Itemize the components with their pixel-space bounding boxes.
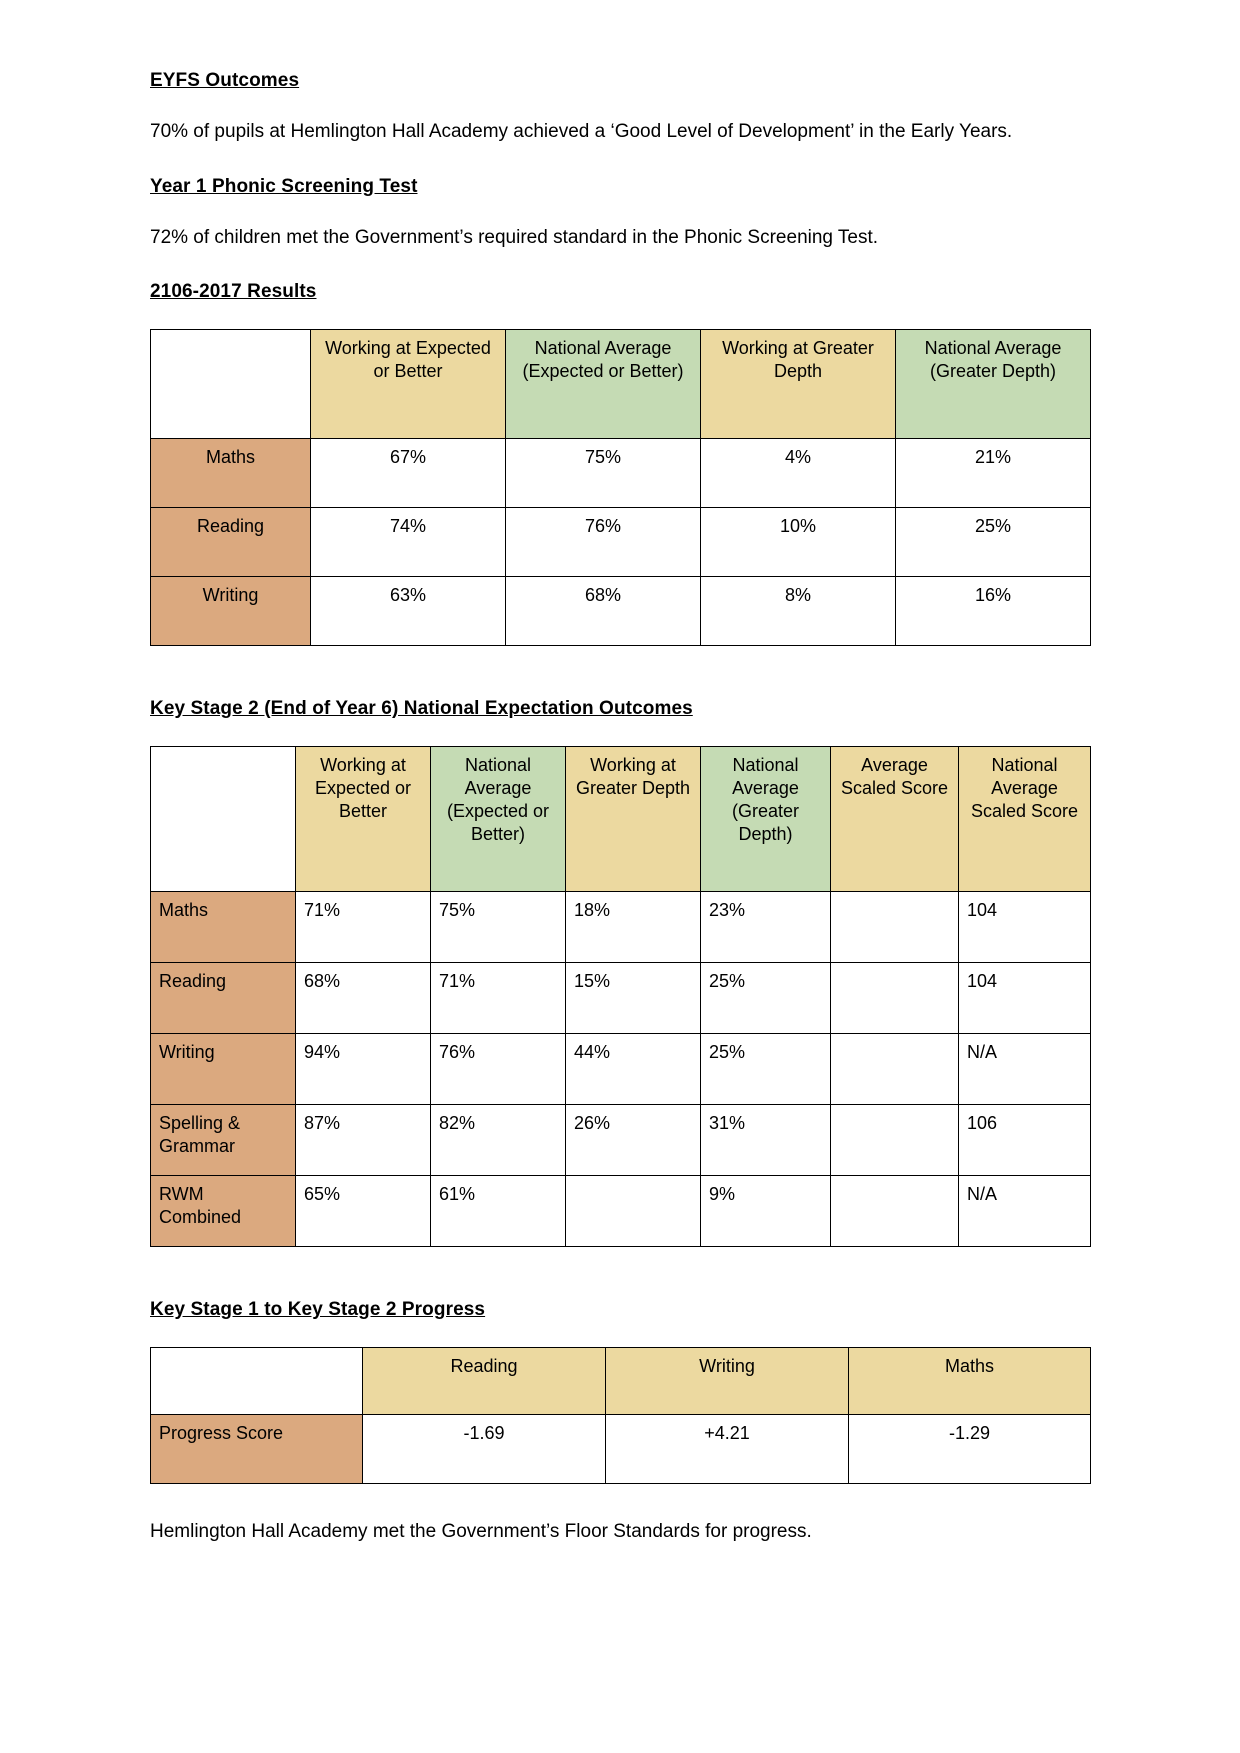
row-label-writing: Writing bbox=[151, 1034, 296, 1105]
cell-value: 71% bbox=[296, 892, 431, 963]
table-row bbox=[151, 1034, 1091, 1105]
cell-value: 15% bbox=[566, 963, 701, 1034]
cell-value: 63% bbox=[311, 577, 506, 646]
paragraph-phonic-screening: 72% of children met the Government’s required standard in the Phonic Screening Test. bbox=[150, 226, 879, 248]
cell-value: 94% bbox=[296, 1034, 431, 1105]
column-header-working-greater-depth: Working at Greater Depth bbox=[566, 747, 701, 892]
cell-value: 104 bbox=[959, 892, 1091, 963]
cell-value: -1.29 bbox=[849, 1415, 1091, 1484]
column-header-working-expected: Working at Expected or Better bbox=[296, 747, 431, 892]
table-row bbox=[151, 577, 1091, 646]
cell-value bbox=[831, 892, 959, 963]
paragraph-eyfs-outcomes: 70% of pupils at Hemlington Hall Academy achieved a ‘Good Level of Development’ in the Early Years. bbox=[150, 121, 1013, 142]
cell-value: 106 bbox=[959, 1105, 1091, 1176]
column-header-writing: Writing bbox=[606, 1348, 849, 1415]
row-label-progress-score: Progress Score bbox=[151, 1415, 363, 1484]
row-label-rwm-combined: RWM Combined bbox=[151, 1176, 296, 1247]
cell-value: +4.21 bbox=[606, 1415, 849, 1484]
cell-value: 68% bbox=[506, 577, 701, 646]
cell-value: 71% bbox=[431, 963, 566, 1034]
column-header-reading: Reading bbox=[363, 1348, 606, 1415]
row-label-spelling-grammar: Spelling & Grammar bbox=[151, 1105, 296, 1176]
cell-value: 4% bbox=[701, 439, 896, 508]
column-header-national-greater-depth: National Average (Greater Depth) bbox=[701, 747, 831, 892]
cell-value: 104 bbox=[959, 963, 1091, 1034]
cell-value: 82% bbox=[431, 1105, 566, 1176]
progress-table bbox=[150, 1347, 1091, 1484]
cell-value: 68% bbox=[296, 963, 431, 1034]
table-header-row bbox=[151, 1348, 1091, 1415]
cell-value: 25% bbox=[701, 963, 831, 1034]
heading-eyfs-outcomes: EYFS Outcomes bbox=[150, 70, 300, 91]
table-corner-cell bbox=[151, 1348, 363, 1415]
cell-value: 67% bbox=[311, 439, 506, 508]
cell-value bbox=[831, 1176, 959, 1247]
cell-value: 8% bbox=[701, 577, 896, 646]
ks2-table bbox=[150, 746, 1091, 1247]
row-label-maths: Maths bbox=[151, 439, 311, 508]
heading-key-stage-2-outcomes: Key Stage 2 (End of Year 6) National Expectation Outcomes bbox=[150, 698, 693, 720]
row-label-reading: Reading bbox=[151, 963, 296, 1034]
row-label-maths: Maths bbox=[151, 892, 296, 963]
cell-value bbox=[831, 1105, 959, 1176]
cell-value: 26% bbox=[566, 1105, 701, 1176]
cell-value: 75% bbox=[431, 892, 566, 963]
row-label-writing: Writing bbox=[151, 577, 311, 646]
cell-value: 74% bbox=[311, 508, 506, 577]
column-header-national-expected: National Average (Expected or Better) bbox=[431, 747, 566, 892]
cell-value: 10% bbox=[701, 508, 896, 577]
heading-results-2016-2017: 2106-2017 Results bbox=[150, 281, 317, 303]
table-row bbox=[151, 508, 1091, 577]
cell-value bbox=[566, 1176, 701, 1247]
table-row bbox=[151, 963, 1091, 1034]
column-header-national-greater-depth: National Average (Greater Depth) bbox=[896, 330, 1091, 439]
table-header-row bbox=[151, 747, 1091, 892]
cell-value: 9% bbox=[701, 1176, 831, 1247]
table-row bbox=[151, 439, 1091, 508]
table-row bbox=[151, 1415, 1091, 1484]
column-header-working-greater-depth: Working at Greater Depth bbox=[701, 330, 896, 439]
cell-value: 31% bbox=[701, 1105, 831, 1176]
column-header-maths: Maths bbox=[849, 1348, 1091, 1415]
heading-ks1-to-ks2-progress: Key Stage 1 to Key Stage 2 Progress bbox=[150, 1299, 486, 1321]
cell-value: 75% bbox=[506, 439, 701, 508]
table-corner-cell bbox=[151, 330, 311, 439]
cell-value: 16% bbox=[896, 577, 1091, 646]
results-table bbox=[150, 329, 1091, 646]
table-corner-cell bbox=[151, 747, 296, 892]
row-label-reading: Reading bbox=[151, 508, 311, 577]
heading-phonic-screening: Year 1 Phonic Screening Test bbox=[150, 175, 418, 197]
column-header-working-expected: Working at Expected or Better bbox=[311, 330, 506, 439]
table-row bbox=[151, 1176, 1091, 1247]
cell-value: 18% bbox=[566, 892, 701, 963]
column-header-national-expected: National Average (Expected or Better) bbox=[506, 330, 701, 439]
table-row bbox=[151, 1105, 1091, 1176]
cell-value bbox=[831, 963, 959, 1034]
cell-value: 61% bbox=[431, 1176, 566, 1247]
cell-value: N/A bbox=[959, 1034, 1091, 1105]
cell-value: 65% bbox=[296, 1176, 431, 1247]
cell-value: 25% bbox=[896, 508, 1091, 577]
column-header-average-scaled-score: Average Scaled Score bbox=[831, 747, 959, 892]
table-row bbox=[151, 892, 1091, 963]
cell-value: 25% bbox=[701, 1034, 831, 1105]
cell-value: 23% bbox=[701, 892, 831, 963]
cell-value: 87% bbox=[296, 1105, 431, 1176]
cell-value: 21% bbox=[896, 439, 1091, 508]
cell-value: 44% bbox=[566, 1034, 701, 1105]
cell-value: 76% bbox=[431, 1034, 566, 1105]
cell-value: N/A bbox=[959, 1176, 1091, 1247]
column-header-national-average-scaled-score: National Average Scaled Score bbox=[959, 747, 1091, 892]
table-header-row bbox=[151, 330, 1091, 439]
paragraph-floor-standards: Hemlington Hall Academy met the Government’s Floor Standards for progress. bbox=[150, 1521, 812, 1543]
cell-value: -1.69 bbox=[363, 1415, 606, 1484]
cell-value bbox=[831, 1034, 959, 1105]
cell-value: 76% bbox=[506, 508, 701, 577]
